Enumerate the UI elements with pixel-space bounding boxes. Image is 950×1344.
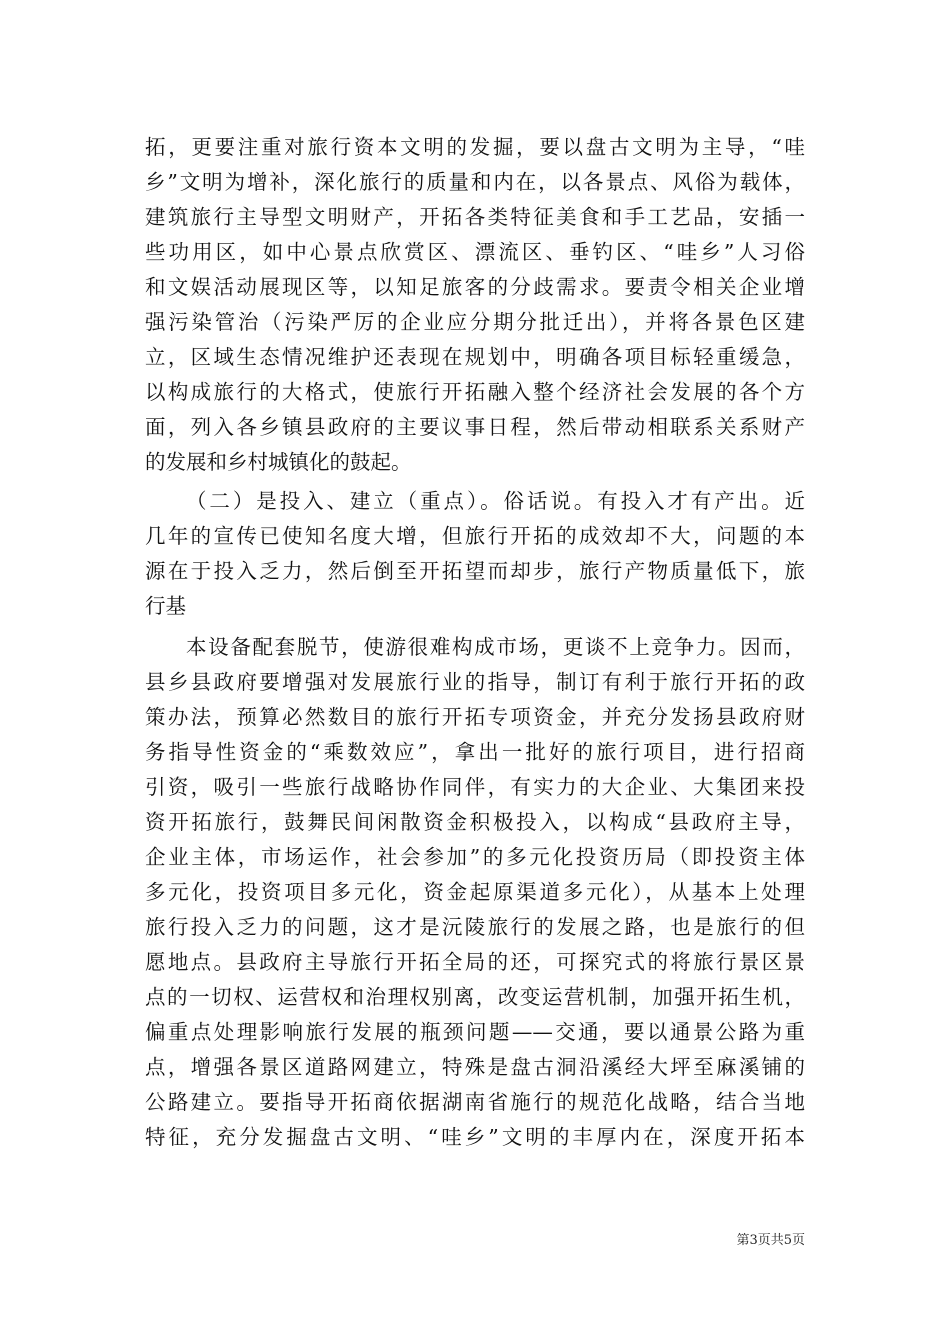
text-line: 公路建立。要指导开拓商依据湖南省施行的规范化战略，结合当地 <box>145 1090 805 1114</box>
text-line: 的发展和乡村城镇化的鼓起。 <box>145 450 412 474</box>
text-line: 以构成旅行的大格式，使旅行开拓融入整个经济社会发展的各个方 <box>145 380 805 404</box>
text-line: 几年的宣传已使知名度大增，但旅行开拓的成效却不大，问题的本 <box>145 524 805 548</box>
text-line: 多元化，投资项目多元化，资金起原渠道多元化），从基本上处理 <box>145 880 805 904</box>
text-line: 源在于投入乏力，然后倒至开拓望而却步，旅行产物质量低下，旅 <box>145 559 805 583</box>
text-line: 务指导性资金的“乘数效应”，拿出一批好的旅行项目，进行招商 <box>145 740 805 764</box>
text-line: 乡”文明为增补，深化旅行的质量和内在，以各景点、风俗为载体， <box>145 170 805 194</box>
text-line: 特征，充分发掘盘古文明、“哇乡”文明的丰厚内在，深度开拓本 <box>145 1125 805 1149</box>
text-line: 拓，更要注重对旅行资本文明的发掘，要以盘古文明为主导，“哇 <box>145 135 805 159</box>
text-line: 旅行投入乏力的问题，这才是沅陵旅行的发展之路，也是旅行的但 <box>145 915 805 939</box>
text-line: 本设备配套脱节，使游很难构成市场，更谈不上竞争力。因而， <box>186 635 805 659</box>
text-line: 面，列入各乡镇县政府的主要议事日程，然后带动相联系关系财产 <box>145 415 805 439</box>
text-line: 立，区域生态情况维护还表现在规划中，明确各项目标轻重缓急， <box>145 345 805 369</box>
text-line: 引资，吸引一些旅行战略协作同伴，有实力的大企业、大集团来投 <box>145 775 805 799</box>
text-line: 点的一切权、运营权和治理权别离，改变运营机制，加强开拓生机， <box>145 985 805 1009</box>
text-line: 策办法，预算必然数目的旅行开拓专项资金，并充分发扬县政府财 <box>145 705 805 729</box>
text-line: 些功用区，如中心景点欣赏区、漂流区、垂钓区、“哇乡”人习俗 <box>145 240 805 264</box>
text-line: 行基 <box>145 594 186 618</box>
text-line: 和文娱活动展现区等，以知足旅客的分歧需求。要责令相关企业增 <box>145 275 805 299</box>
text-line: （二）是投入、建立（重点）。俗话说。有投入才有产出。近 <box>186 489 805 513</box>
text-line: 愿地点。县政府主导旅行开拓全局的还，可探究式的将旅行景区景 <box>145 950 805 974</box>
text-line: 企业主体，市场运作，社会参加”的多元化投资历局（即投资主体 <box>145 845 805 869</box>
page-number: 第3页共5页 <box>736 1233 805 1248</box>
text-line: 建筑旅行主导型文明财产，开拓各类特征美食和手工艺品，安插一 <box>145 205 805 229</box>
text-line: 县乡县政府要增强对发展旅行业的指导，制订有利于旅行开拓的政 <box>145 670 805 694</box>
text-line: 点，增强各景区道路网建立，特殊是盘古洞沿溪经大坪至麻溪铺的 <box>145 1055 805 1079</box>
text-line: 资开拓旅行，鼓舞民间闲散资金积极投入，以构成“县政府主导， <box>145 810 805 834</box>
text-line: 偏重点处理影响旅行发展的瓶颈问题——交通，要以通景公路为重 <box>145 1020 805 1044</box>
text-line: 强污染管治（污染严厉的企业应分期分批迁出），并将各景色区建 <box>145 310 805 334</box>
